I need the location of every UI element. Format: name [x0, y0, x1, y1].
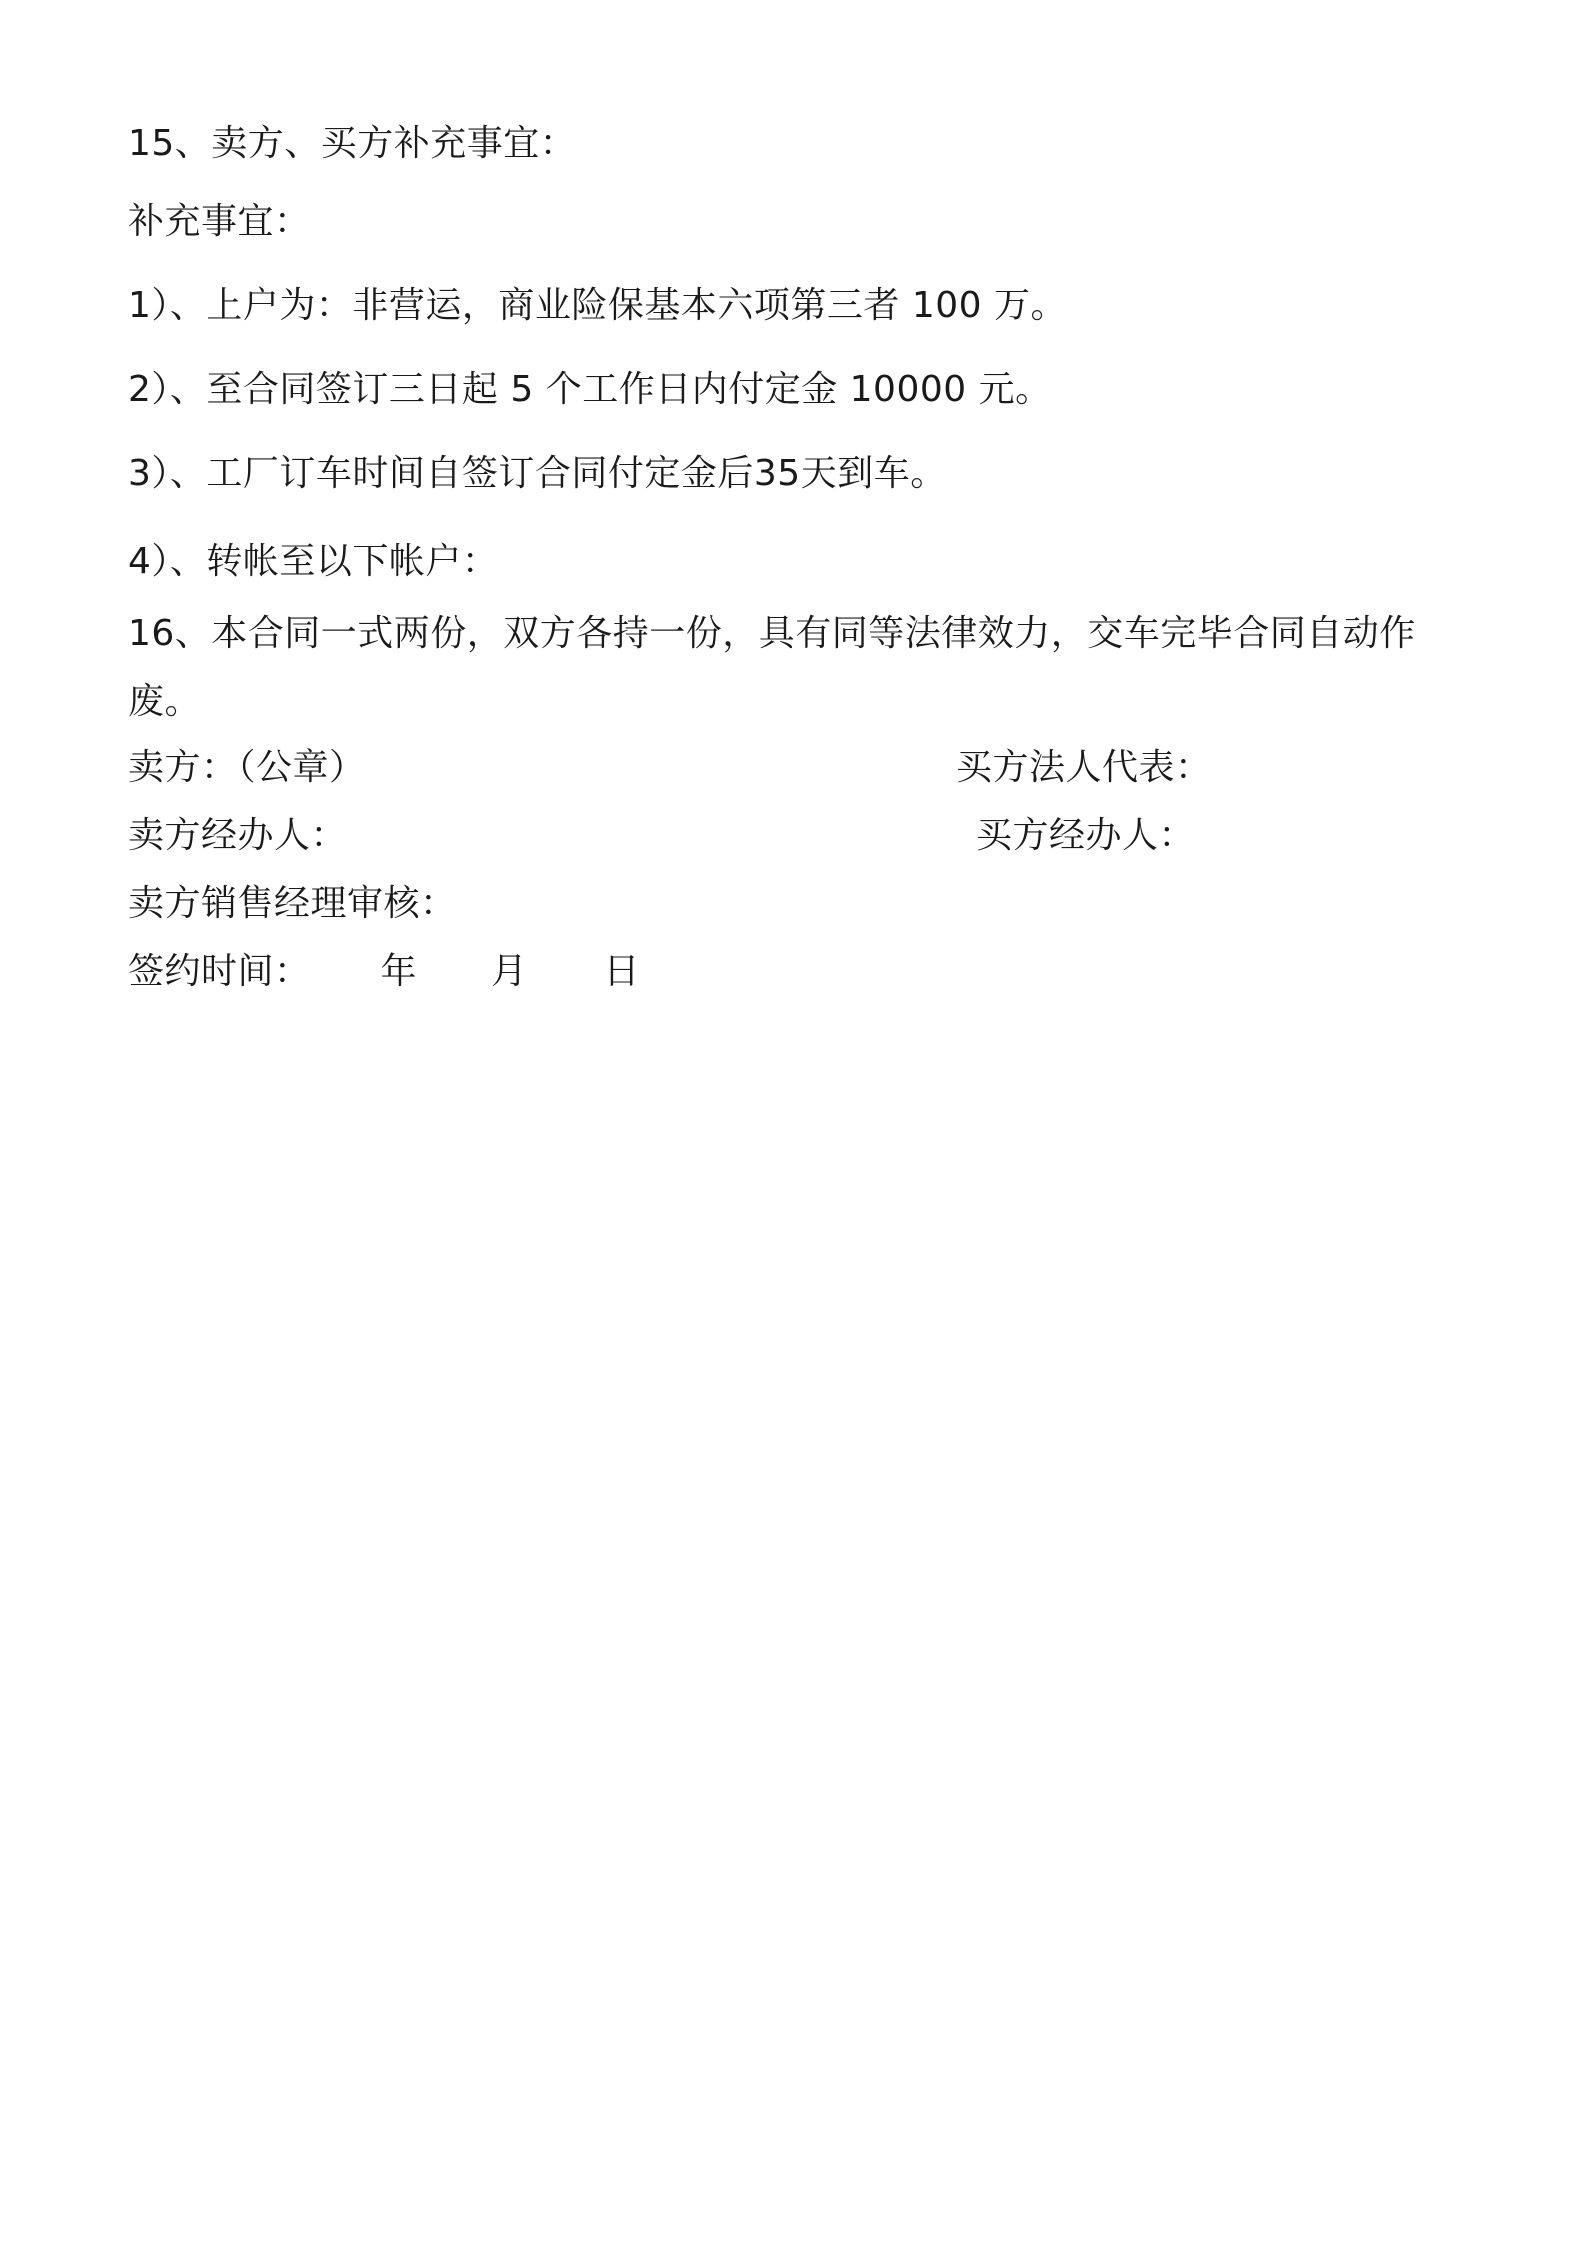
supplementary-item-2: 2）、至合同签订三日起 5 个工作日内付定金 10000 元。 — [128, 369, 1052, 410]
sign-date-row — [128, 948, 640, 996]
seller-agent-label: 卖方经办人： — [128, 815, 348, 856]
seller-sales-manager-label: 卖方销售经理审核： — [128, 883, 457, 924]
sign-date-label: 签约时间： — [128, 951, 311, 992]
sign-date-year: 年 — [380, 951, 418, 992]
sign-date-month: 月 — [491, 951, 528, 992]
supplementary-item-4: 4）、转帐至以下帐户： — [128, 541, 499, 582]
clause-15-heading: 15、卖方、买方补充事宜： — [128, 123, 577, 164]
supplementary-heading: 补充事宜： — [128, 201, 311, 242]
supplementary-item-3: 3）、工厂订车时间自签订合同付定金后35天到车。 — [128, 453, 947, 494]
buyer-legal-rep-label: 买方法人代表： — [956, 747, 1212, 788]
buyer-agent-label: 买方经办人： — [976, 815, 1196, 856]
clause-16-text: 16、本合同一式两份，双方各持一份，具有同等法律效力，交车完毕合同自动作废。 — [128, 613, 1416, 722]
sign-date-day: 日 — [603, 951, 641, 992]
supplementary-item-1: 1）、上户为：非营运，商业险保基本六项第三者 100 万。 — [128, 285, 1068, 326]
seller-seal-label: 卖方：（公章） — [128, 747, 366, 788]
